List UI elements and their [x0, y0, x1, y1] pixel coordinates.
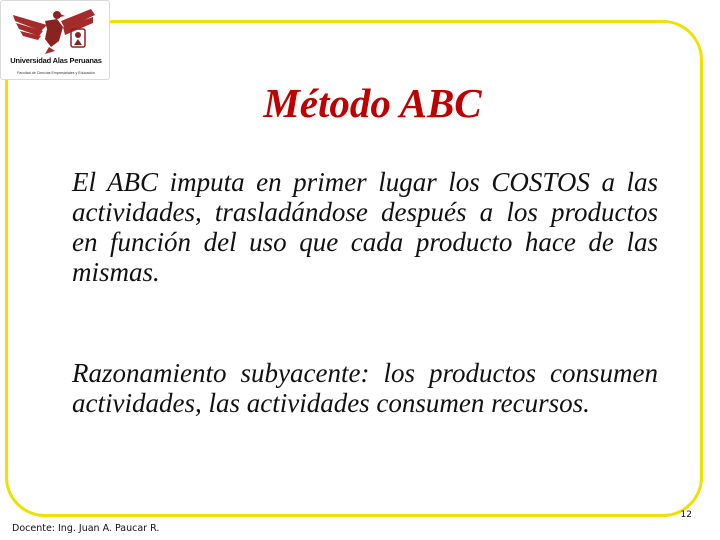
- page-number: 12: [680, 510, 692, 520]
- paragraph-abc-definition: El ABC imputa en primer lugar los COSTOS a las actividades, trasladándose después a los productos en función del uso que cada producto hace de las mismas.: [72, 167, 658, 287]
- footer-author: Docente: Ing. Juan A. Paucar R.: [12, 523, 160, 534]
- logo-tagline: Facultad de Ciencias Empresariales y Educación: [16, 71, 96, 75]
- university-logo: [0, 0, 110, 80]
- paragraph-reasoning: Razonamiento subyacente: los productos consumen actividades, las actividades consumen recursos.: [72, 358, 658, 418]
- slide-title: Método ABC: [263, 80, 482, 126]
- condor-emblem-icon: [11, 5, 99, 55]
- logo-name: Universidad Alas Peruanas: [10, 56, 102, 65]
